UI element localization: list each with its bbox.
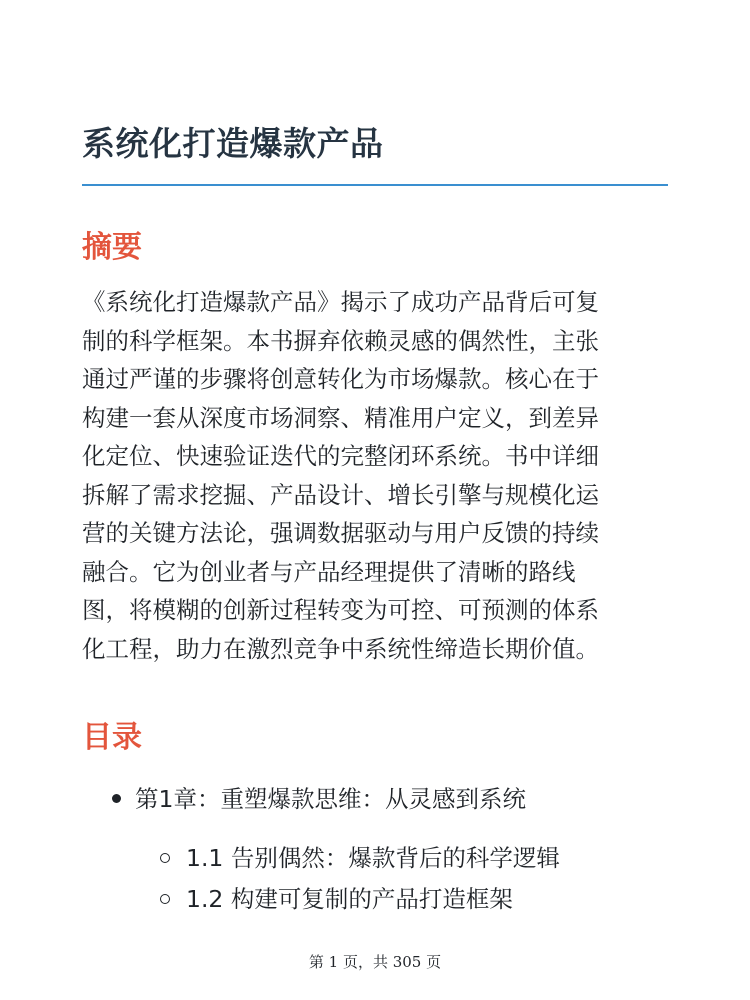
abstract-line: 拆解了需求挖掘、产品设计、增长引擎与规模化运 bbox=[82, 480, 599, 509]
toc-section-1-2[interactable] bbox=[160, 880, 513, 914]
abstract-line: 图，将模糊的创新过程转变为可控、可预测的体系 bbox=[82, 596, 599, 624]
toc-section-1-1[interactable] bbox=[160, 839, 560, 873]
toc-chapter-1-label: 第1章：重塑爆款思维：从灵感到系统 bbox=[135, 785, 526, 813]
abstract-line: 化定位、快速验证迭代的完整闭环系统。书中详细 bbox=[82, 442, 599, 470]
toc-heading: 目录 bbox=[82, 720, 142, 755]
page-footer: 第 1 页，共 305 页 bbox=[308, 953, 442, 971]
abstract-line: 制的科学框架。本书摒弃依赖灵感的偶然性，主张 bbox=[82, 326, 599, 355]
document-title: 系统化打造爆款产品 bbox=[82, 124, 384, 163]
toc-chapter-1[interactable] bbox=[112, 780, 526, 814]
abstract-heading: 摘要 bbox=[82, 230, 142, 265]
toc-section-1-1-label: 1.1 告别偶然：爆款背后的科学逻辑 bbox=[186, 844, 560, 872]
bullet-circle-icon bbox=[160, 853, 170, 863]
abstract-line: 化工程，助力在激烈竞争中系统性缔造长期价值。 bbox=[82, 634, 599, 663]
toc-section-1-2-label: 1.2 构建可复制的产品打造框架 bbox=[186, 885, 513, 913]
bullet-disc-icon bbox=[112, 794, 121, 803]
abstract-line: 融合。它为创业者与产品经理提供了清晰的路线 bbox=[82, 557, 576, 586]
bullet-circle-icon bbox=[160, 894, 170, 904]
abstract-line: 构建一套从深度市场洞察、精准用户定义，到差异 bbox=[82, 403, 599, 432]
abstract-line: 通过严谨的步骤将创意转化为市场爆款。核心在于 bbox=[82, 365, 599, 393]
title-divider bbox=[82, 184, 668, 186]
abstract-line: 营的关键方法论，强调数据驱动与用户反馈的持续 bbox=[82, 519, 599, 547]
abstract-line: 《系统化打造爆款产品》揭示了成功产品背后可复 bbox=[82, 288, 599, 316]
abstract-paragraph bbox=[82, 283, 668, 668]
